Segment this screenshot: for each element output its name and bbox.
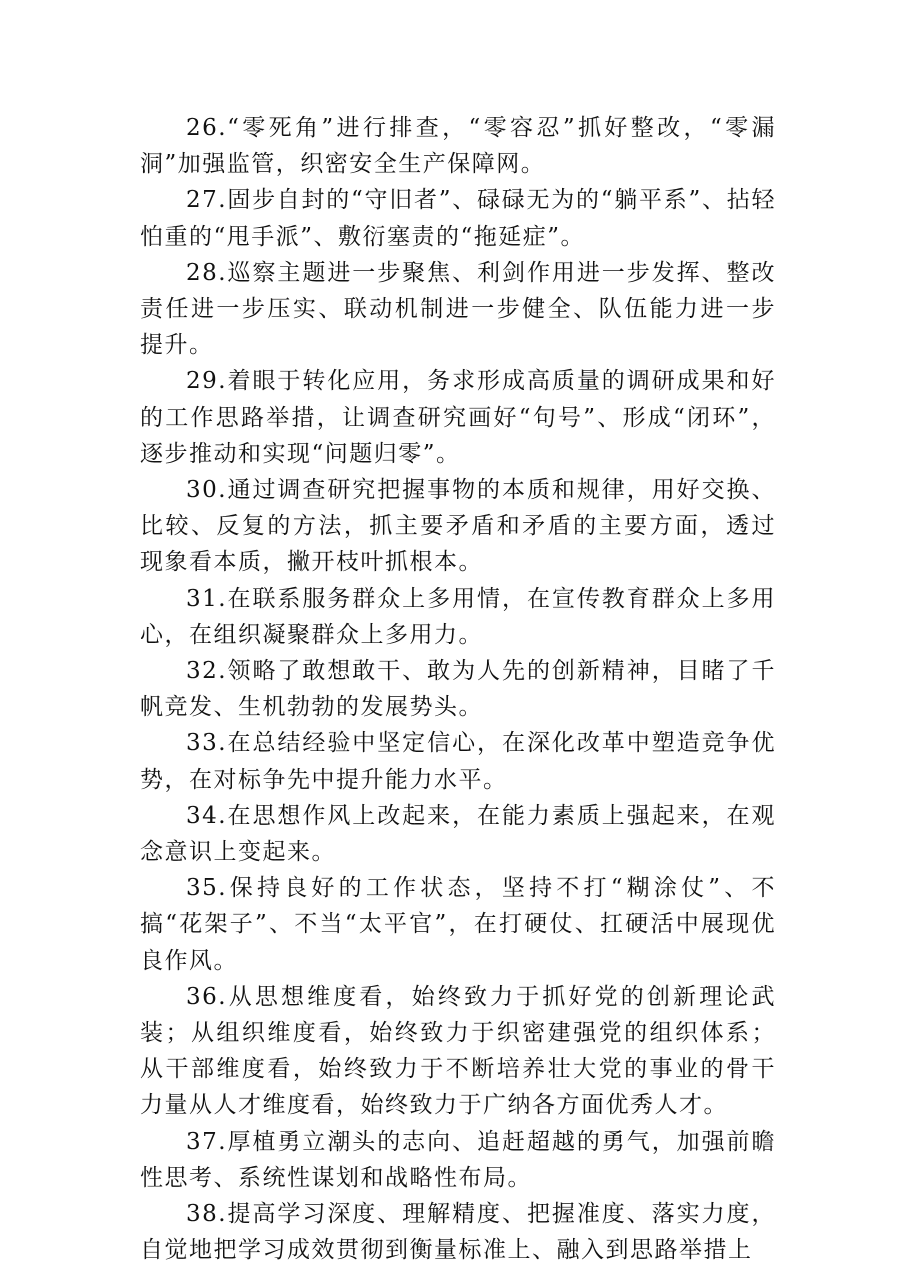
paragraph-28: 28.巡察主题进一步聚焦、利剑作用进一步发挥、整改责任进一步压实、联动机制进一步健全、队伍能力进一步提升。 [140, 259, 776, 359]
paragraph-33: 33.在总结经验中坚定信心，在深化改革中塑造竞争优势，在对标争先中提升能力水平。 [140, 730, 776, 793]
document-body [140, 110, 776, 1269]
paragraph-38: 38.提高学习深度、理解精度、把握准度、落实力度，自觉地把学习成效贯彻到衡量标准上、融入到思路举措上 [140, 1201, 776, 1264]
paragraph-36: 36.从思想维度看，始终致力于抓好党的创新理论武装；从组织维度看，始终致力于织密建强党的组织体系；从干部维度看，始终致力于不断培养壮大党的事业的骨干力量从人才维度看，始终致力于广纳各方面优秀人才。 [140, 983, 776, 1119]
paragraph-26: 26.“零死角”进行排查，“零容忍”抓好整改，“零漏洞”加强监管，织密安全生产保障网。 [140, 115, 776, 178]
paragraph-27: 27.固步自封的“守旧者”、碌碌无为的“躺平系”、拈轻怕重的“甩手派”、敷衍塞责的“拖延症”。 [140, 187, 776, 250]
paragraph-34: 34.在思想作风上改起来，在能力素质上强起来，在观念意识上变起来。 [140, 802, 776, 866]
paragraph-37: 37.厚植勇立潮头的志向、追赶超越的勇气，加强前瞻性思考、系统性谋划和战略性布局。 [140, 1128, 776, 1191]
paragraph-32: 32.领略了敢想敢干、敢为人先的创新精神，目睹了千帆竞发、生机勃勃的发展势头。 [140, 658, 776, 721]
paragraph-35: 35.保持良好的工作状态，坚持不打“糊涂仗”、不搞“花架子”、不当“太平官”，在打硬仗、扛硬活中展现优良作风。 [140, 875, 776, 974]
paragraph-31: 31.在联系服务群众上多用情，在宣传教育群众上多用心，在组织凝聚群众上多用力。 [140, 585, 776, 648]
paragraph-30: 30.通过调查研究把握事物的本质和规律，用好交换、比较、反复的方法，抓主要矛盾和矛盾的主要方面，透过现象看本质，撇开枝叶抓根本。 [140, 477, 776, 576]
paragraph-29: 29.着眼于转化应用，务求形成高质量的调研成果和好的工作思路举措，让调查研究画好“句号”、形成“闭环”，逐步推动和实现“问题归零”。 [140, 368, 776, 467]
